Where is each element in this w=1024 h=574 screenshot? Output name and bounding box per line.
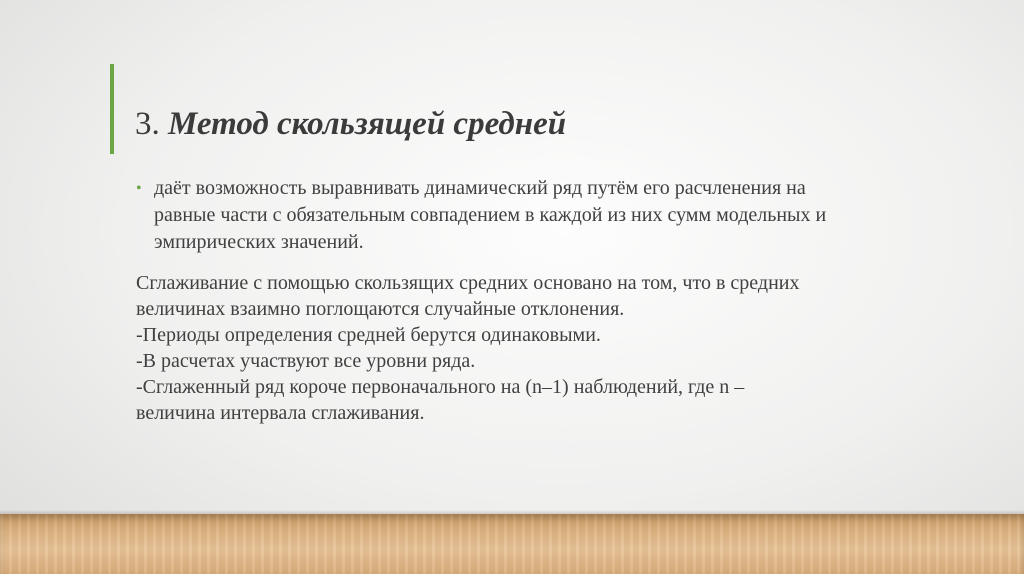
body-paragraph xyxy=(136,270,936,426)
paragraph-line: -Сглаженный ряд короче первоначального на (n–1) наблюдений, где n – xyxy=(136,376,745,398)
paragraph-line: величинах взаимно поглощаются случайные отклонения. xyxy=(136,298,625,320)
title-number: 3. xyxy=(135,106,160,142)
bullet-item xyxy=(136,175,916,256)
paragraph-line: Сглаживание с помощью скользящих средних основано на том, что в средних xyxy=(136,272,800,294)
slide-title xyxy=(135,106,566,143)
paragraph-line: -Периоды определения средней берутся одинаковыми. xyxy=(136,324,601,346)
title-text: Метод скользящей средней xyxy=(168,106,567,142)
paragraph-line: величина интервала сглаживания. xyxy=(136,402,425,424)
bullet-text: даёт возможность выравнивать динамический ряд путём его расчленения на равные части с обязательным совпадением в каждой из них сумм модельных и эмпирических значений. xyxy=(154,177,827,253)
bullet-marker: • xyxy=(136,180,142,197)
paragraph-line: -В расчетах участвуют все уровни ряда. xyxy=(136,350,476,372)
wood-floor xyxy=(0,514,1024,574)
title-accent-bar xyxy=(110,64,114,154)
